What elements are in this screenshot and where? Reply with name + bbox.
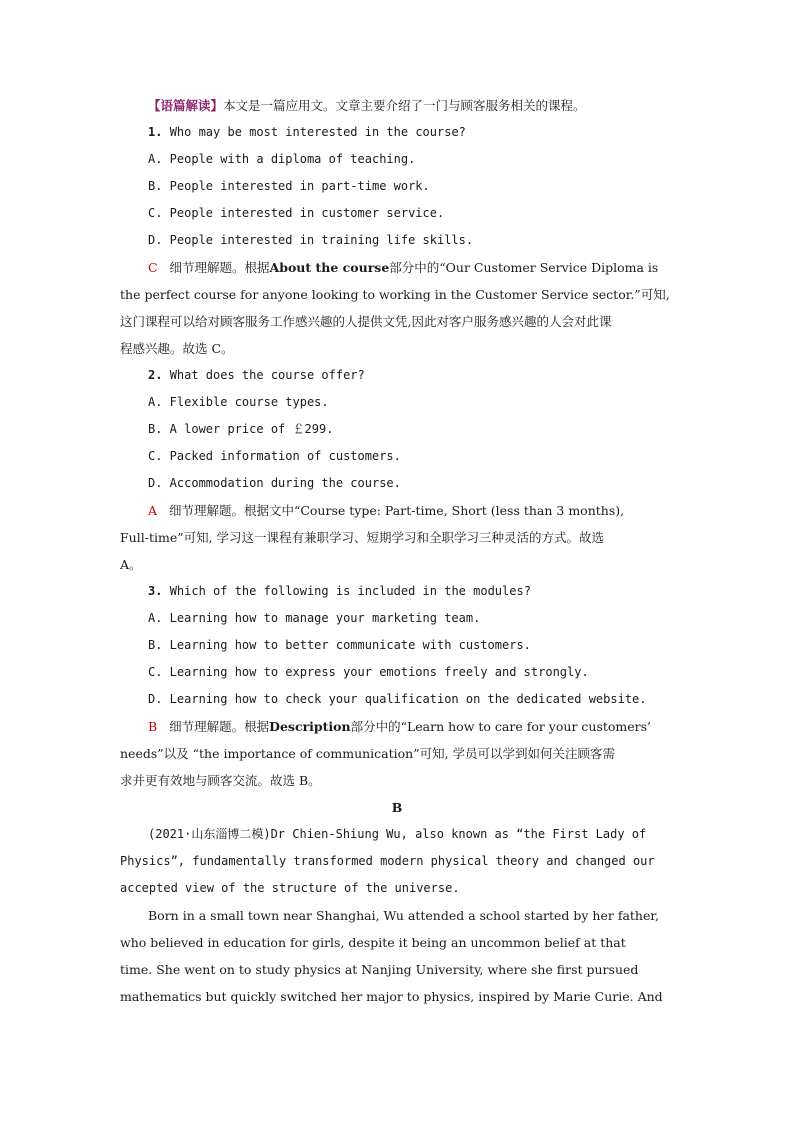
passage-paragraph-2 bbox=[120, 902, 674, 1010]
passage-line: Born in a small town near Shanghai, Wu attended a school started by her father, bbox=[148, 908, 659, 923]
explanation-line: C 细节理解题。根据About the course部分中的“Our Customer Service Diploma is bbox=[148, 260, 659, 275]
question-3 bbox=[120, 578, 674, 794]
intro-tag: 【语篇解读】 bbox=[148, 98, 224, 113]
question-1 bbox=[120, 119, 674, 362]
explanation-line: needs”以及 “the importance of communication”可知, 学员可以学到如何关注顾客需 bbox=[120, 746, 616, 761]
answer-letter: B bbox=[148, 719, 158, 734]
explanation-line: 程感兴趣。故选 C。 bbox=[120, 341, 234, 356]
passage-line: Physics”, fundamentally transformed modern physical theory and changed our bbox=[120, 854, 655, 868]
explanation-line: A。 bbox=[120, 557, 142, 572]
option-a: A. Flexible course types. bbox=[148, 395, 329, 409]
option-b: B. Learning how to better communicate with customers. bbox=[148, 638, 531, 652]
passage-line: time. She went on to study physics at Nanjing University, where she first pursued bbox=[120, 962, 639, 977]
option-d: D. Accommodation during the course. bbox=[148, 476, 401, 490]
explanation-line: the perfect course for anyone looking to working in the Customer Service sector.”可知, bbox=[120, 287, 670, 302]
option-c: C. Learning how to express your emotions freely and strongly. bbox=[148, 665, 589, 679]
passage-line: mathematics but quickly switched her major to physics, inspired by Marie Curie. And bbox=[120, 989, 663, 1004]
passage-line: accepted view of the structure of the universe. bbox=[120, 881, 460, 895]
option-a: A. People with a diploma of teaching. bbox=[148, 152, 416, 166]
question-2 bbox=[120, 362, 674, 578]
explanation-line: B 细节理解题。根据Description部分中的“Learn how to care for your customers’ bbox=[148, 719, 652, 734]
answer-letter: A bbox=[148, 503, 158, 518]
section-heading: B bbox=[391, 800, 403, 815]
explanation-line: 求并更有效地与顾客交流。故选 B。 bbox=[120, 773, 321, 788]
question-stem: 3. Which of the following is included in the modules? bbox=[148, 584, 531, 598]
passage-paragraph-1 bbox=[120, 821, 674, 902]
option-b: B. People interested in part-time work. bbox=[148, 179, 430, 193]
question-stem: 2. What does the course offer? bbox=[148, 368, 365, 382]
intro-text: 本文是一篇应用文。文章主要介绍了一门与顾客服务相关的课程。 bbox=[223, 98, 586, 113]
passage-line: who believed in education for girls, despite it being an uncommon belief at that bbox=[120, 935, 626, 950]
option-d: D. Learning how to check your qualification on the dedicated website. bbox=[148, 692, 647, 706]
explanation-line: Full-time”可知, 学习这一课程有兼职学习、短期学习和全职学习三种灵活的方式。故选 bbox=[120, 530, 605, 545]
explanation-line: 这门课程可以给对顾客服务工作感兴趣的人提供文凭,因此对客户服务感兴趣的人会对此课 bbox=[120, 314, 612, 329]
passage-line: (2021·山东淄博二模)Dr Chien-Shiung Wu, also known as “the First Lady of bbox=[148, 827, 647, 841]
option-c: C. Packed information of customers. bbox=[148, 449, 401, 463]
option-b: B. A lower price of ￡299. bbox=[148, 422, 334, 436]
option-a: A. Learning how to manage your marketing team. bbox=[148, 611, 481, 625]
document-page bbox=[120, 92, 674, 1010]
question-stem: 1. Who may be most interested in the course? bbox=[148, 125, 466, 139]
intro-line bbox=[120, 92, 674, 119]
option-c: C. People interested in customer service. bbox=[148, 206, 445, 220]
option-d: D. People interested in training life skills. bbox=[148, 233, 474, 247]
explanation-line: A 细节理解题。根据文中“Course type: Part-time, Short (less than 3 months), bbox=[148, 503, 625, 518]
answer-letter: C bbox=[148, 260, 158, 275]
